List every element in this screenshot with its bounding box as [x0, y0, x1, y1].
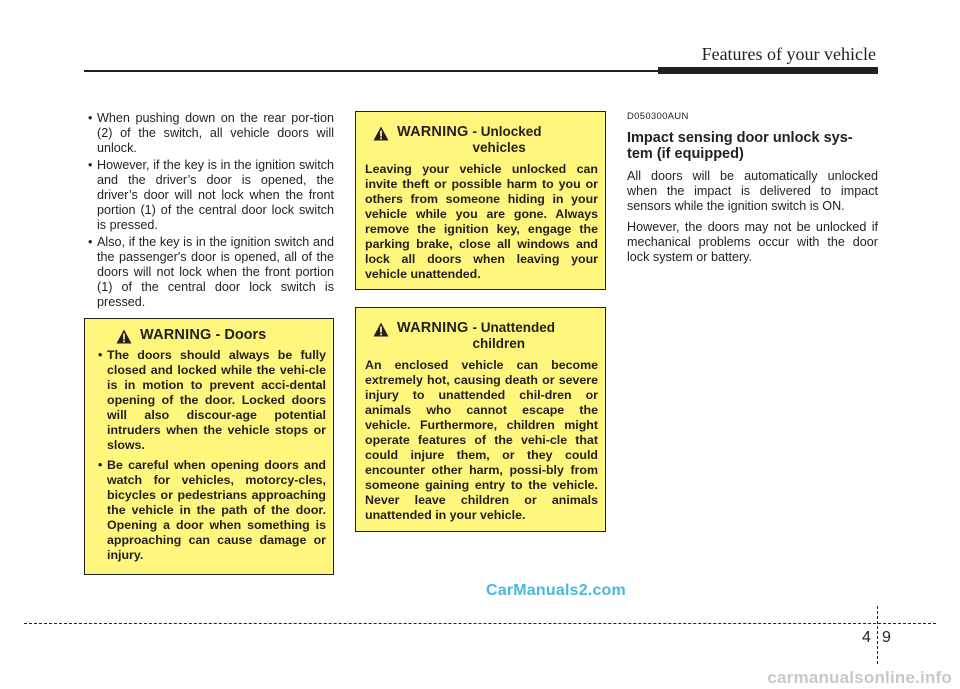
warning-children-box — [355, 307, 606, 532]
watermark-link[interactable]: CarManuals2.com — [486, 582, 626, 599]
warning-subject: - Unlocked vehicles — [472, 124, 542, 155]
footer-dashed-rule — [24, 623, 936, 624]
lock-info-item: • When pushing down on the rear por-tion (2) of the switch, all vehicle doors will unlock. — [84, 111, 334, 156]
warning-label: WARNING — [397, 320, 469, 336]
page-chapter-number: 4 — [862, 629, 871, 646]
footer-site-watermark: carmanualsonline.info — [767, 668, 952, 687]
header-rule — [84, 70, 658, 72]
section-code: D050300AUN — [627, 111, 689, 122]
section-title: Impact sensing door unlock sys-tem (if equipped) — [627, 130, 853, 162]
warning-triangle-icon — [373, 126, 389, 141]
warning-subject: - Doors — [215, 327, 267, 343]
warning-triangle-icon — [116, 329, 132, 344]
lock-info-item: • Also, if the key is in the ignition switch and the passenger's door is opened, all of the doors will not lock when the front portion (1) of the central door lock switch is pressed. — [84, 235, 334, 310]
warning-doors-box — [84, 318, 334, 575]
section-paragraph: All doors will be automatically unlocked when the impact is delivered to impact sensors while the ignition switch is ON. — [627, 169, 878, 213]
warning-body: An enclosed vehicle can become extremely hot, causing death or severe injury to unattended chil-dren or animals who cannot escape the vehicle. Furthermore, children might operate features of the vehi-cle that could injure them, or they could encounter other harm, possi-bly from someone gaining entry to the vehicle. Never leave children or animals unattended in your vehicle. — [365, 358, 598, 522]
warning-doors-list — [94, 348, 326, 563]
section-paragraph: However, the doors may not be unlocked if mechanical problems occur with the door lock system or battery. — [627, 220, 878, 264]
warning-label: WARNING — [140, 327, 212, 343]
lock-info-list — [84, 111, 334, 312]
footer-page-divider — [877, 606, 878, 664]
warning-item: • Be careful when opening doors and watch for vehicles, motorcy-cles, bicycles or pedestrians approaching the vehicle in the path of the door. Opening a door when something is approaching can cause damage or injury. — [94, 458, 326, 563]
page-number: 9 — [882, 629, 891, 646]
warning-body: Leaving your vehicle unlocked can invite theft or possible harm to you or others from someone hiding in your vehicle while you are gone. Always remove the ignition key, engage the parking brake, close all windows and lock all doors when leaving your vehicle unattended. — [365, 162, 598, 281]
page-header-title: Features of your vehicle — [701, 44, 876, 64]
warning-triangle-icon — [373, 322, 389, 337]
warning-subject: - Unattended children — [472, 320, 555, 351]
warning-item: • The doors should always be fully closed and locked while the vehi-cle is in motion to prevent acci-dental opening of the door. Locked doors will also discour-age potential intruders when the vehicle stops or slows. — [94, 348, 326, 453]
impact-sensing-section — [627, 111, 878, 271]
lock-info-item: • However, if the key is in the ignition switch and the driver’s door is opened, the driver’s door will not lock when the front portion (1) of the central door lock switch is pressed. — [84, 158, 334, 233]
warning-label: WARNING — [397, 124, 469, 140]
warning-unlocked-box — [355, 111, 606, 290]
header-rule-accent — [658, 67, 878, 74]
